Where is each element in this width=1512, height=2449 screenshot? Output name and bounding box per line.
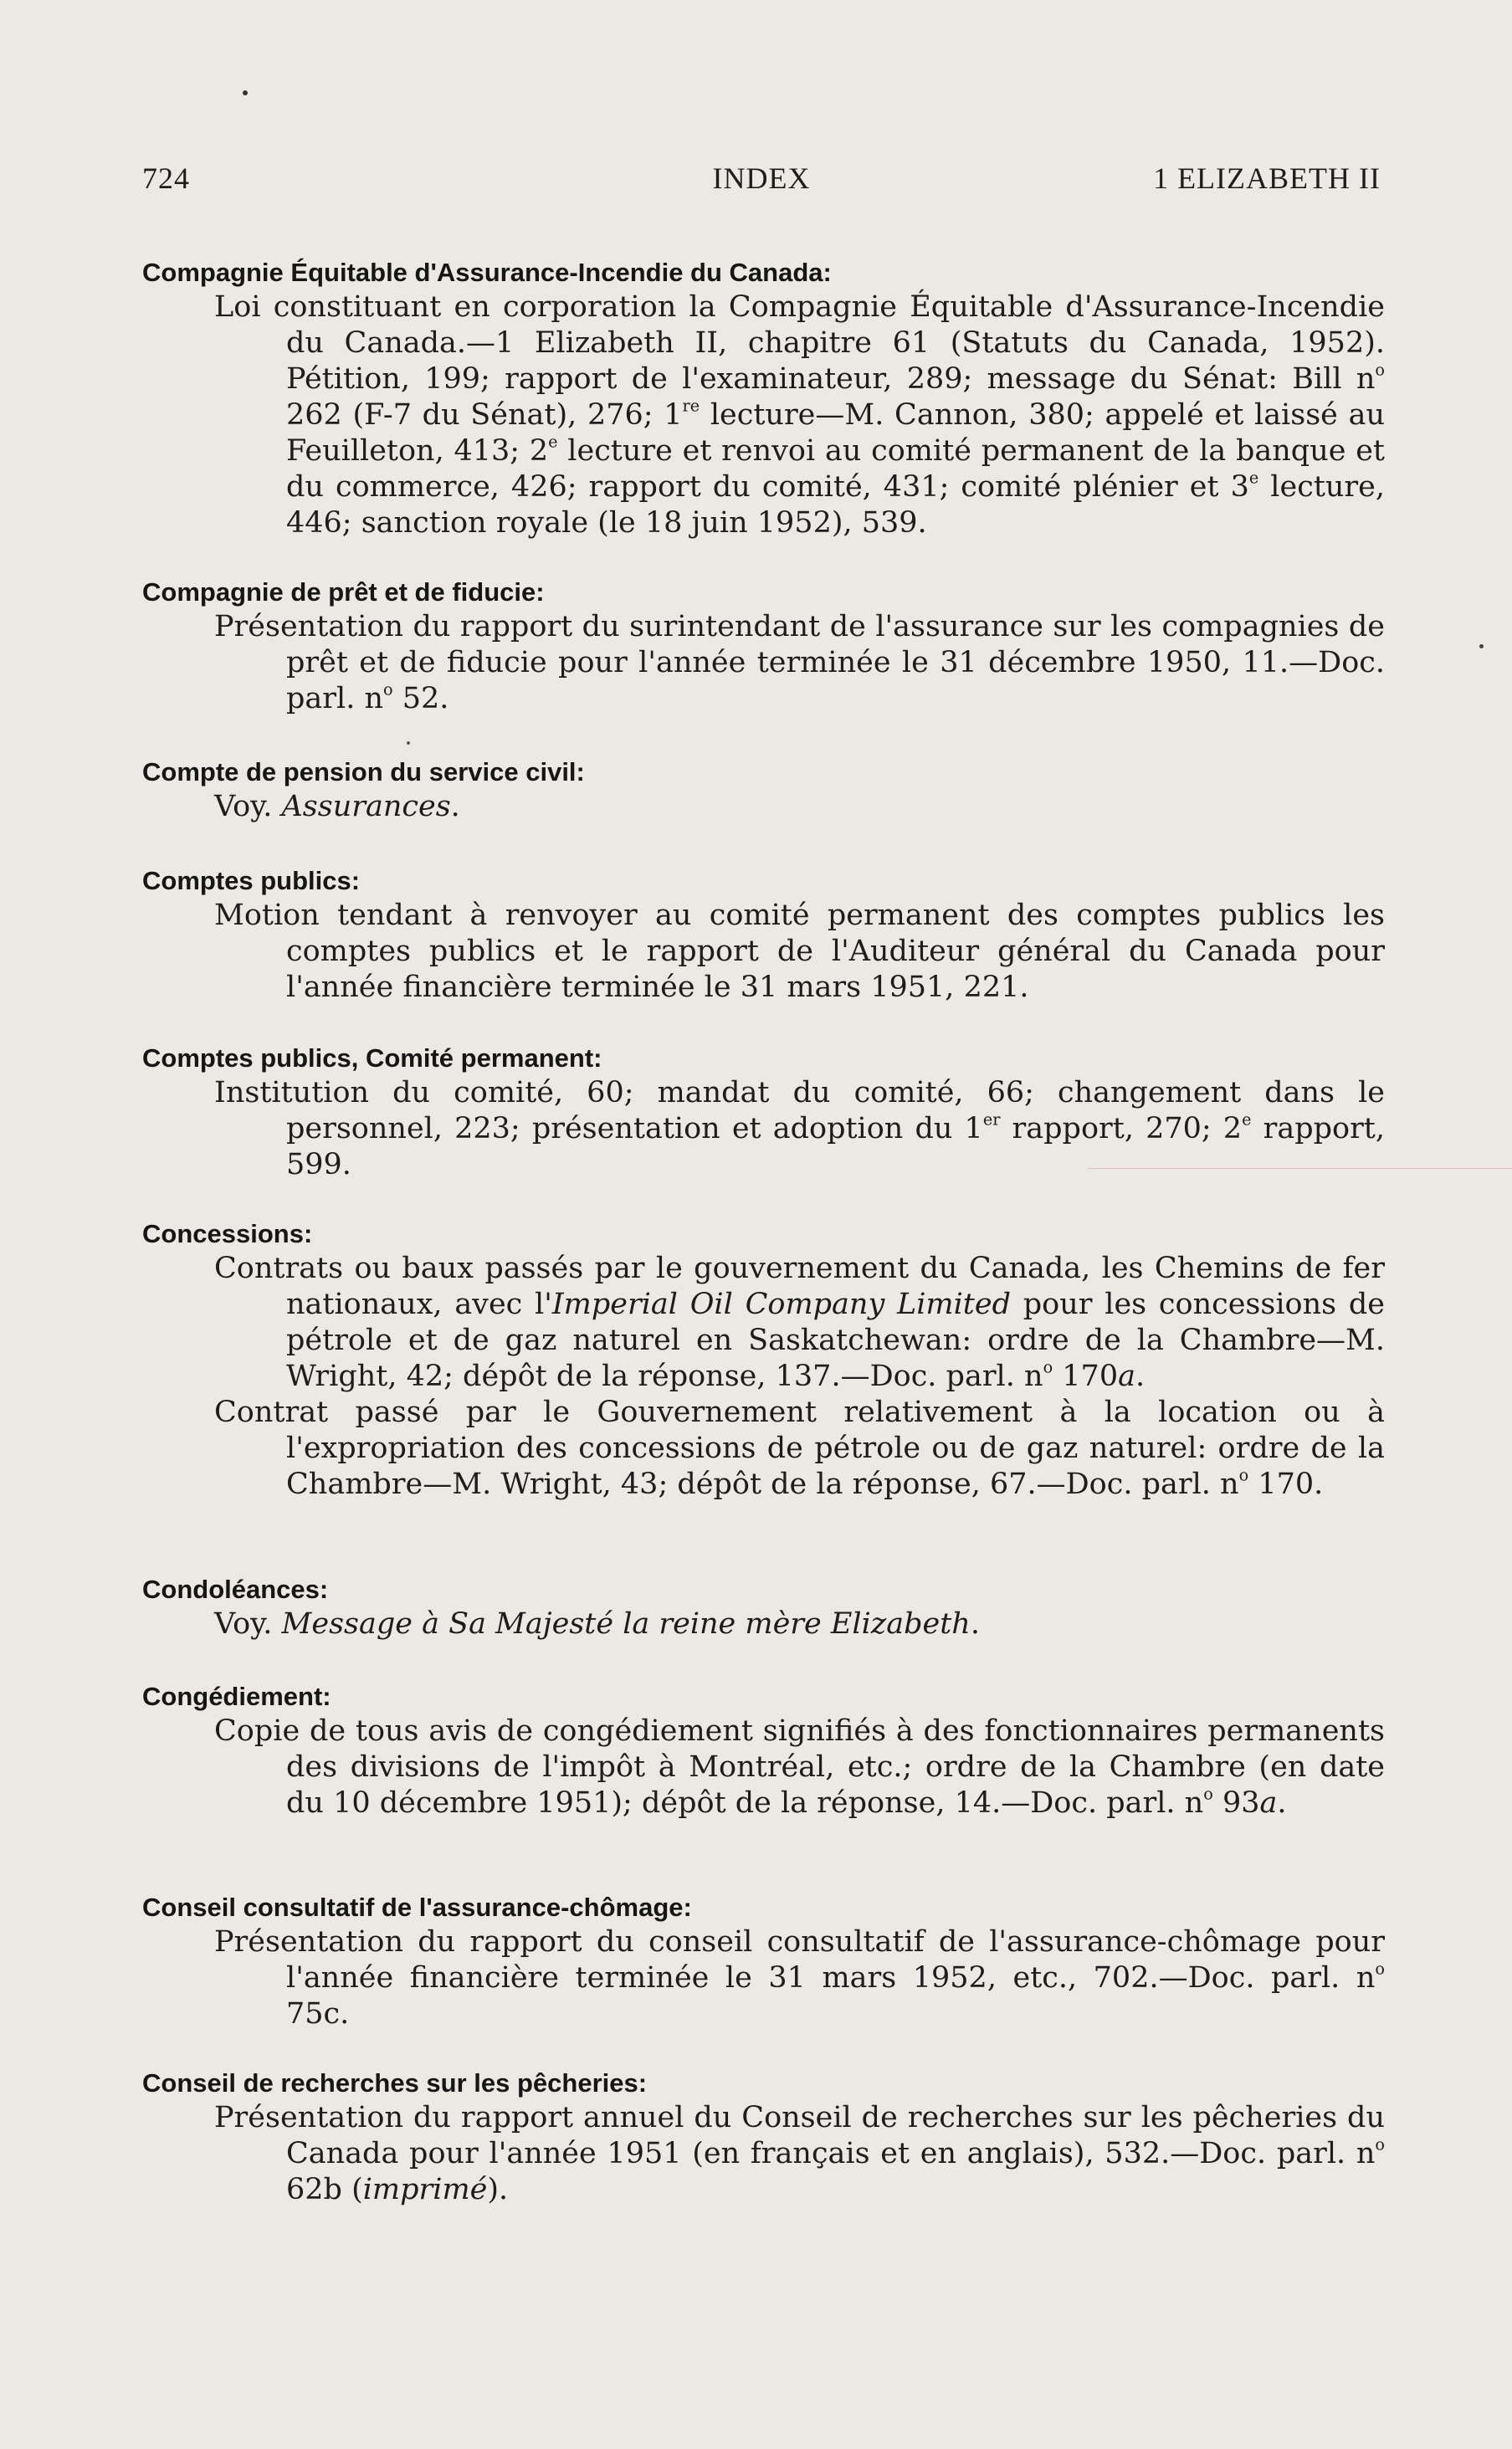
index-entry <box>142 576 1385 717</box>
entry-heading: Comptes publics: <box>142 866 361 895</box>
entry-heading: Conseil consultatif de l'assurance-chômage: <box>142 1893 692 1922</box>
entry-body <box>214 1924 1385 2032</box>
entry-paragraph: Présentation du rapport annuel du Conseil de recherches sur les pêcheries du Canada pour l'année 1951 (en français et en anglais), 532.—Doc. parl. $n^o$ 62b (imprimé). <box>214 2101 1385 2206</box>
header-reign: 1 ELIZABETH II <box>1153 161 1381 195</box>
ink-speck <box>1479 644 1484 648</box>
index-entry <box>142 864 1385 1006</box>
entry-body <box>214 1714 1385 1821</box>
entry-paragraph: Contrats ou baux passés par le gouvernement du Canada, les Chemins de fer nationaux, avec l'Imperial Oil Company Limited pour les concessions de pétrole et de gaz naturel en Saskatchewan: ordre de la Chambre—M. Wright, 42; dépôt de la réponse, 137.—Doc. parl. $n^o$ 170a. <box>214 1252 1385 1393</box>
entry-paragraph: Voy. Assurances. <box>214 790 460 823</box>
index-entry <box>142 1217 1385 1503</box>
entry-heading: Conseil de recherches sur les pêcheries: <box>142 2068 648 2098</box>
entry-heading: Compagnie de prêt et de fiducie: <box>142 577 545 607</box>
entry-paragraph: Contrat passé par le Gouvernement relativement à la location ou à l'expropriation des concessions de pétrole ou de gaz naturel: ordre de la Chambre—M. Wright, 43; dépôt de la réponse, 67.—Doc. parl. $n^o$ 170. <box>214 1396 1385 1501</box>
ink-speck <box>243 90 248 95</box>
entry-paragraph: Présentation du rapport du surintendant de l'assurance sur les compagnies de prêt et de fiducie pour l'année terminée le 31 décembre 1950, 11.—Doc. parl. $n^o$ 52. <box>214 610 1385 715</box>
index-entry <box>142 1891 1385 2032</box>
entry-heading: Compagnie Équitable d'Assurance-Incendie du Canada: <box>142 258 832 287</box>
entry-body <box>214 789 1385 825</box>
entry-body <box>214 1251 1385 1503</box>
entry-paragraph: Loi constituant en corporation la Compagnie Équitable d'Assurance-Incendie du Canada.—1 Elizabeth II, chapitre 61 (Statuts du Canada, 1952). Pétition, 199; rapport de l'examinateur, 289; message du Sénat: Bill $n^o$ 262 (F-7 du Sénat), 276; 1re lecture—M. Cannon, 380; appelé et laissé au Feuilleton, 413; 2e lecture et renvoi au comité permanent de la banque et du commerce, 426; rapport du comité, 431; comité plénier et 3e lecture, 446; sanction royale (le 18 juin 1952), 539. <box>214 290 1385 540</box>
index-entry <box>142 1573 1385 1642</box>
index-entry <box>142 1042 1385 1183</box>
entry-body <box>214 898 1385 1006</box>
entry-heading: Condoléances: <box>142 1575 329 1604</box>
entry-paragraph: Copie de tous avis de congédiement signifiés à des fonctionnaires permanents des divisions de l'impôt à Montréal, etc.; ordre de la Chambre (en date du 10 décembre 1951); dépôt de la réponse, 14.—Doc. parl. $n^o$ 93a. <box>214 1714 1385 1820</box>
entry-paragraph: Voy. Message à Sa Majesté la reine mère Elizabeth. <box>214 1607 980 1641</box>
entry-body <box>214 289 1385 541</box>
entry-heading: Comptes publics, Comité permanent: <box>142 1043 602 1073</box>
index-entry <box>142 256 1385 541</box>
entry-heading: Concessions: <box>142 1219 313 1248</box>
page-number: 724 <box>142 161 190 195</box>
entry-paragraph: Institution du comité, 60; mandat du comité, 66; changement dans le personnel, 223; présentation et adoption du 1er rapport, 270; 2e rapport, 599. <box>214 1076 1385 1181</box>
entry-body <box>214 2100 1385 2208</box>
index-entry <box>142 1680 1385 1821</box>
entry-body <box>214 609 1385 717</box>
entry-paragraph: Présentation du rapport du conseil consultatif de l'assurance-chômage pour l'année financière terminée le 31 mars 1952, etc., 702.—Doc. parl. $n^o$ 75c. <box>214 1925 1385 2031</box>
entry-body <box>214 1075 1385 1183</box>
index-entry <box>142 756 1385 825</box>
entry-heading: Compte de pension du service civil: <box>142 757 585 786</box>
running-header <box>142 161 1381 201</box>
ink-speck <box>407 741 410 745</box>
index-entry <box>142 2067 1385 2208</box>
header-title: INDEX <box>712 161 811 195</box>
entry-body <box>214 1606 1385 1642</box>
entry-paragraph: Motion tendant à renvoyer au comité permanent des comptes publics les comptes publics et le rapport de l'Auditeur général du Canada pour l'année financière terminée le 31 mars 1951, 221. <box>214 899 1385 1004</box>
entry-heading: Congédiement: <box>142 1682 331 1711</box>
